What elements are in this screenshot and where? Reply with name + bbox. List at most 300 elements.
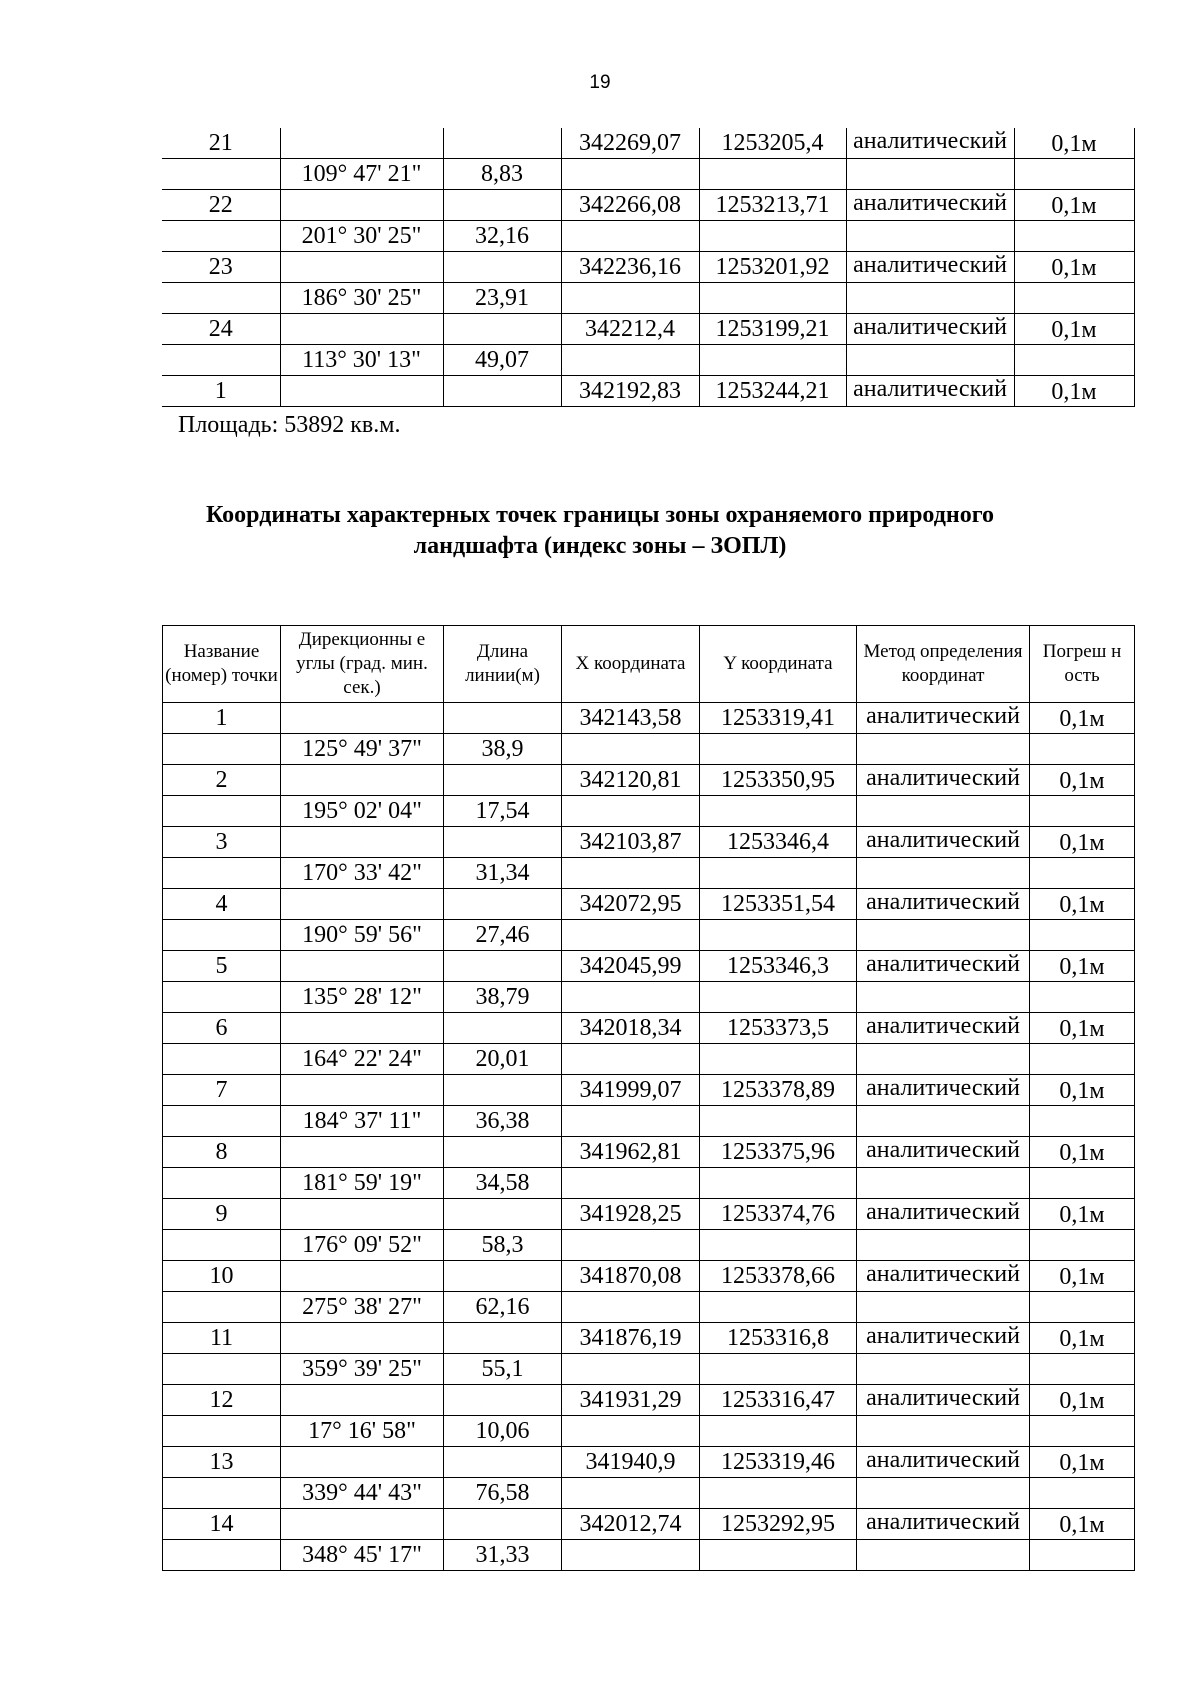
- cell-x: [562, 1168, 700, 1199]
- cell-length: 10,06: [444, 1416, 562, 1447]
- cell-angle: 135° 28' 12": [281, 982, 444, 1013]
- cell-method: [857, 1478, 1030, 1509]
- cell-method: аналитический: [857, 1137, 1030, 1168]
- table-row: [162, 159, 1134, 190]
- cell-error: 0,1м: [1030, 1323, 1135, 1354]
- cell-angle: 348° 45' 17": [281, 1540, 444, 1571]
- cell-error: 0,1м: [1030, 1261, 1135, 1292]
- cell-length: [444, 1199, 562, 1230]
- cell-y: 1253292,95: [700, 1509, 857, 1540]
- cell-y: [700, 1540, 857, 1571]
- cell-method: аналитический: [857, 1323, 1030, 1354]
- cell-point: 8: [163, 1137, 281, 1168]
- cell-length: [444, 889, 562, 920]
- cell-method: аналитический: [857, 1509, 1030, 1540]
- cell-point: 1: [162, 376, 280, 407]
- cell-method: аналитический: [857, 765, 1030, 796]
- table-row: [162, 345, 1134, 376]
- cell-error: 0,1м: [1030, 1075, 1135, 1106]
- cell-error: [1014, 345, 1134, 376]
- zopl-table-body: [163, 703, 1135, 1571]
- cell-x: 342072,95: [562, 889, 700, 920]
- cell-method: [846, 283, 1014, 314]
- cell-length: [444, 1509, 562, 1540]
- cell-error: [1014, 283, 1134, 314]
- cell-point: 22: [162, 190, 280, 221]
- cell-length: 62,16: [444, 1292, 562, 1323]
- cell-y: [700, 982, 857, 1013]
- cell-x: [562, 920, 700, 951]
- cell-y: [700, 1168, 857, 1199]
- cell-point: [163, 1168, 281, 1199]
- cell-angle: [281, 1013, 444, 1044]
- cell-angle: [281, 889, 444, 920]
- cell-length: [443, 190, 561, 221]
- cell-x: [562, 1106, 700, 1137]
- cell-error: [1030, 1106, 1135, 1137]
- cell-error: [1030, 1416, 1135, 1447]
- cell-length: [443, 376, 561, 407]
- cell-y: 1253375,96: [700, 1137, 857, 1168]
- cell-x: [561, 283, 699, 314]
- cell-angle: 109° 47' 21": [280, 159, 443, 190]
- cell-x: 342236,16: [561, 252, 699, 283]
- cell-error: [1030, 1540, 1135, 1571]
- cell-point: [162, 221, 280, 252]
- cell-length: 38,9: [444, 734, 562, 765]
- page-number: 19: [589, 72, 611, 93]
- cell-x: [562, 1292, 700, 1323]
- cell-x: 342012,74: [562, 1509, 700, 1540]
- cell-method: аналитический: [846, 128, 1014, 159]
- cell-x: 341931,29: [562, 1385, 700, 1416]
- cell-x: 342045,99: [562, 951, 700, 982]
- cell-y: 1253346,3: [700, 951, 857, 982]
- cell-point: 11: [163, 1323, 281, 1354]
- cell-y: [699, 345, 846, 376]
- cell-x: [562, 1044, 700, 1075]
- table-row: [162, 221, 1134, 252]
- table-row: [163, 1075, 1135, 1106]
- table-row: [162, 314, 1134, 345]
- cell-method: аналитический: [857, 889, 1030, 920]
- section-title: Координаты характерных точек границы зоны охраняемого природного ландшафта (индекс зоны – ЗОПЛ): [205, 502, 995, 559]
- cell-method: [846, 159, 1014, 190]
- cell-y: [700, 1044, 857, 1075]
- cell-point: 10: [163, 1261, 281, 1292]
- cell-angle: 190° 59' 56": [281, 920, 444, 951]
- cell-angle: 113° 30' 13": [280, 345, 443, 376]
- table-row: [162, 128, 1134, 159]
- cell-x: 342266,08: [561, 190, 699, 221]
- cell-length: 23,91: [443, 283, 561, 314]
- cell-method: аналитический: [857, 1075, 1030, 1106]
- cell-method: аналитический: [857, 1013, 1030, 1044]
- cell-method: [857, 982, 1030, 1013]
- cell-angle: [280, 190, 443, 221]
- cell-error: [1014, 159, 1134, 190]
- cell-method: [857, 858, 1030, 889]
- cell-error: 0,1м: [1030, 1013, 1135, 1044]
- cell-error: 0,1м: [1030, 1509, 1135, 1540]
- cell-error: 0,1м: [1030, 1137, 1135, 1168]
- cell-length: 34,58: [444, 1168, 562, 1199]
- header-y: Y координата: [700, 626, 857, 703]
- cell-x: 341870,08: [562, 1261, 700, 1292]
- cell-length: [444, 1261, 562, 1292]
- cell-error: [1030, 1478, 1135, 1509]
- coordinates-table-body: [162, 128, 1134, 407]
- cell-length: 31,33: [444, 1540, 562, 1571]
- cell-x: 342212,4: [561, 314, 699, 345]
- cell-x: [562, 858, 700, 889]
- cell-y: [699, 283, 846, 314]
- cell-point: 24: [162, 314, 280, 345]
- table-row: [162, 252, 1134, 283]
- cell-point: [163, 1416, 281, 1447]
- cell-method: аналитический: [846, 376, 1014, 407]
- cell-angle: [281, 765, 444, 796]
- cell-method: [857, 1230, 1030, 1261]
- table-row: [163, 1478, 1135, 1509]
- cell-error: 0,1м: [1030, 1199, 1135, 1230]
- cell-point: 12: [163, 1385, 281, 1416]
- table-row: [163, 920, 1135, 951]
- cell-error: 0,1м: [1014, 314, 1134, 345]
- table-row: [163, 1292, 1135, 1323]
- cell-y: 1253319,46: [700, 1447, 857, 1478]
- header-point: Название (номер) точки: [163, 626, 281, 703]
- cell-length: 49,07: [443, 345, 561, 376]
- cell-length: [444, 1447, 562, 1478]
- cell-point: 1: [163, 703, 281, 734]
- cell-error: [1030, 982, 1135, 1013]
- cell-angle: 164° 22' 24": [281, 1044, 444, 1075]
- cell-length: 17,54: [444, 796, 562, 827]
- table-row: [163, 1230, 1135, 1261]
- cell-y: 1253346,4: [700, 827, 857, 858]
- cell-error: [1030, 734, 1135, 765]
- table-row: [163, 889, 1135, 920]
- table-row: [163, 1385, 1135, 1416]
- cell-angle: 170° 33' 42": [281, 858, 444, 889]
- cell-point: [163, 1478, 281, 1509]
- cell-method: [857, 1168, 1030, 1199]
- table-row: [163, 982, 1135, 1013]
- cell-y: [700, 1354, 857, 1385]
- cell-x: [561, 345, 699, 376]
- cell-x: [562, 1540, 700, 1571]
- cell-length: [444, 1013, 562, 1044]
- cell-error: 0,1м: [1030, 1447, 1135, 1478]
- cell-length: [444, 1323, 562, 1354]
- cell-point: [163, 1106, 281, 1137]
- cell-error: [1030, 1292, 1135, 1323]
- cell-length: [444, 1385, 562, 1416]
- cell-y: 1253378,66: [700, 1261, 857, 1292]
- cell-method: аналитический: [857, 703, 1030, 734]
- table-header-row: [163, 626, 1135, 703]
- cell-y: [700, 796, 857, 827]
- cell-method: аналитический: [846, 252, 1014, 283]
- cell-error: 0,1м: [1030, 951, 1135, 982]
- cell-y: [700, 920, 857, 951]
- cell-point: 14: [163, 1509, 281, 1540]
- cell-y: 1253316,47: [700, 1385, 857, 1416]
- cell-angle: [281, 827, 444, 858]
- cell-point: 5: [163, 951, 281, 982]
- cell-method: [857, 734, 1030, 765]
- table-row: [163, 765, 1135, 796]
- cell-error: [1030, 1230, 1135, 1261]
- cell-x: [561, 221, 699, 252]
- cell-point: [163, 1230, 281, 1261]
- cell-angle: 339° 44' 43": [281, 1478, 444, 1509]
- cell-y: [700, 858, 857, 889]
- cell-error: 0,1м: [1014, 376, 1134, 407]
- cell-length: [444, 703, 562, 734]
- cell-y: [699, 159, 846, 190]
- cell-error: 0,1м: [1030, 703, 1135, 734]
- cell-angle: [281, 703, 444, 734]
- cell-error: 0,1м: [1030, 827, 1135, 858]
- cell-angle: 195° 02' 04": [281, 796, 444, 827]
- cell-y: [700, 1106, 857, 1137]
- cell-length: 55,1: [444, 1354, 562, 1385]
- cell-method: [857, 920, 1030, 951]
- cell-y: 1253350,95: [700, 765, 857, 796]
- cell-y: 1253205,4: [699, 128, 846, 159]
- cell-y: 1253378,89: [700, 1075, 857, 1106]
- cell-method: [857, 1044, 1030, 1075]
- cell-point: 9: [163, 1199, 281, 1230]
- cell-method: аналитический: [857, 1261, 1030, 1292]
- cell-method: аналитический: [846, 190, 1014, 221]
- cell-error: 0,1м: [1030, 765, 1135, 796]
- cell-error: [1014, 221, 1134, 252]
- table-row: [163, 1509, 1135, 1540]
- cell-point: [163, 920, 281, 951]
- cell-x: [562, 1416, 700, 1447]
- cell-angle: 181° 59' 19": [281, 1168, 444, 1199]
- cell-error: [1030, 920, 1135, 951]
- cell-x: 341928,25: [562, 1199, 700, 1230]
- area-text: Площадь: 53892 кв.м.: [178, 412, 401, 438]
- cell-y: [700, 1230, 857, 1261]
- cell-x: [562, 1478, 700, 1509]
- table-row: [163, 951, 1135, 982]
- cell-length: [444, 827, 562, 858]
- table-row: [163, 1540, 1135, 1571]
- table-row: [163, 1044, 1135, 1075]
- cell-point: 23: [162, 252, 280, 283]
- table-row: [163, 1137, 1135, 1168]
- cell-x: 342018,34: [562, 1013, 700, 1044]
- cell-point: 6: [163, 1013, 281, 1044]
- cell-angle: [281, 1509, 444, 1540]
- cell-length: [443, 252, 561, 283]
- cell-angle: [281, 951, 444, 982]
- cell-length: 8,83: [443, 159, 561, 190]
- cell-angle: [281, 1385, 444, 1416]
- cell-method: [857, 1416, 1030, 1447]
- cell-angle: 184° 37' 11": [281, 1106, 444, 1137]
- cell-x: [561, 159, 699, 190]
- cell-angle: 359° 39' 25": [281, 1354, 444, 1385]
- cell-length: [444, 765, 562, 796]
- cell-y: 1253201,92: [699, 252, 846, 283]
- table-row: [163, 1013, 1135, 1044]
- cell-point: 2: [163, 765, 281, 796]
- cell-method: [857, 1540, 1030, 1571]
- cell-length: 38,79: [444, 982, 562, 1013]
- cell-length: [443, 128, 561, 159]
- cell-x: 341876,19: [562, 1323, 700, 1354]
- header-length: Длина линии(м): [444, 626, 562, 703]
- cell-x: 342103,87: [562, 827, 700, 858]
- cell-x: 342120,81: [562, 765, 700, 796]
- cell-angle: [280, 314, 443, 345]
- cell-method: [857, 1292, 1030, 1323]
- cell-length: [444, 1075, 562, 1106]
- cell-point: [163, 734, 281, 765]
- cell-x: 341940,9: [562, 1447, 700, 1478]
- cell-length: [444, 951, 562, 982]
- cell-x: [562, 796, 700, 827]
- cell-angle: 17° 16' 58": [281, 1416, 444, 1447]
- header-method: Метод определения координат: [857, 626, 1030, 703]
- cell-length: 76,58: [444, 1478, 562, 1509]
- cell-point: 4: [163, 889, 281, 920]
- cell-length: 20,01: [444, 1044, 562, 1075]
- cell-error: [1030, 796, 1135, 827]
- table-row: [163, 703, 1135, 734]
- cell-y: 1253244,21: [699, 376, 846, 407]
- cell-length: [444, 1137, 562, 1168]
- cell-length: 58,3: [444, 1230, 562, 1261]
- cell-method: аналитический: [857, 1385, 1030, 1416]
- cell-method: аналитический: [857, 1199, 1030, 1230]
- cell-point: 21: [162, 128, 280, 159]
- cell-point: [162, 345, 280, 376]
- cell-length: 27,46: [444, 920, 562, 951]
- table-row: [163, 1323, 1135, 1354]
- cell-error: 0,1м: [1030, 889, 1135, 920]
- cell-angle: [281, 1323, 444, 1354]
- cell-point: [163, 1292, 281, 1323]
- table-row: [163, 796, 1135, 827]
- cell-point: [163, 982, 281, 1013]
- table-row: [163, 1168, 1135, 1199]
- cell-method: [857, 796, 1030, 827]
- zopl-coordinates-table: [162, 625, 1135, 1571]
- cell-error: [1030, 1168, 1135, 1199]
- cell-point: 13: [163, 1447, 281, 1478]
- table-row: [163, 1354, 1135, 1385]
- cell-method: [846, 345, 1014, 376]
- cell-angle: 201° 30' 25": [280, 221, 443, 252]
- cell-angle: [281, 1447, 444, 1478]
- cell-y: 1253351,54: [700, 889, 857, 920]
- cell-method: [857, 1354, 1030, 1385]
- cell-point: [162, 283, 280, 314]
- cell-point: 7: [163, 1075, 281, 1106]
- cell-angle: [280, 128, 443, 159]
- cell-error: [1030, 1044, 1135, 1075]
- cell-angle: 186° 30' 25": [280, 283, 443, 314]
- cell-x: 341962,81: [562, 1137, 700, 1168]
- cell-method: аналитический: [857, 827, 1030, 858]
- cell-x: 342143,58: [562, 703, 700, 734]
- cell-y: [700, 1478, 857, 1509]
- cell-y: [699, 221, 846, 252]
- cell-method: [846, 221, 1014, 252]
- table-row: [163, 1447, 1135, 1478]
- cell-point: 3: [163, 827, 281, 858]
- cell-error: 0,1м: [1014, 128, 1134, 159]
- table-row: [162, 376, 1134, 407]
- cell-error: 0,1м: [1030, 1385, 1135, 1416]
- table-row: [162, 190, 1134, 221]
- table-row: [163, 858, 1135, 889]
- cell-length: [443, 314, 561, 345]
- cell-y: 1253199,21: [699, 314, 846, 345]
- table-row: [163, 734, 1135, 765]
- cell-x: 342269,07: [561, 128, 699, 159]
- cell-point: [163, 1354, 281, 1385]
- cell-method: аналитический: [857, 951, 1030, 982]
- cell-angle: 275° 38' 27": [281, 1292, 444, 1323]
- header-x: X координата: [562, 626, 700, 703]
- cell-length: 32,16: [443, 221, 561, 252]
- cell-x: [562, 982, 700, 1013]
- cell-x: 342192,83: [561, 376, 699, 407]
- table-row: [163, 1199, 1135, 1230]
- cell-point: [163, 796, 281, 827]
- cell-error: 0,1м: [1014, 252, 1134, 283]
- cell-angle: [280, 376, 443, 407]
- cell-y: 1253316,8: [700, 1323, 857, 1354]
- coordinates-table-continued: [162, 128, 1135, 407]
- cell-length: 36,38: [444, 1106, 562, 1137]
- cell-x: [562, 1230, 700, 1261]
- cell-point: [163, 1044, 281, 1075]
- cell-angle: [280, 252, 443, 283]
- cell-y: 1253319,41: [700, 703, 857, 734]
- cell-angle: [281, 1075, 444, 1106]
- cell-x: 341999,07: [562, 1075, 700, 1106]
- cell-error: [1030, 1354, 1135, 1385]
- cell-y: [700, 1292, 857, 1323]
- cell-error: [1030, 858, 1135, 889]
- cell-method: аналитический: [846, 314, 1014, 345]
- cell-x: [562, 734, 700, 765]
- cell-angle: 176° 09' 52": [281, 1230, 444, 1261]
- cell-angle: 125° 49' 37": [281, 734, 444, 765]
- table-row: [162, 283, 1134, 314]
- header-error: Погреш н ость: [1030, 626, 1135, 703]
- cell-point: [163, 1540, 281, 1571]
- cell-length: 31,34: [444, 858, 562, 889]
- cell-error: 0,1м: [1014, 190, 1134, 221]
- cell-y: 1253373,5: [700, 1013, 857, 1044]
- cell-angle: [281, 1261, 444, 1292]
- cell-x: [562, 1354, 700, 1385]
- cell-point: [162, 159, 280, 190]
- cell-method: аналитический: [857, 1447, 1030, 1478]
- cell-angle: [281, 1137, 444, 1168]
- table-row: [163, 1261, 1135, 1292]
